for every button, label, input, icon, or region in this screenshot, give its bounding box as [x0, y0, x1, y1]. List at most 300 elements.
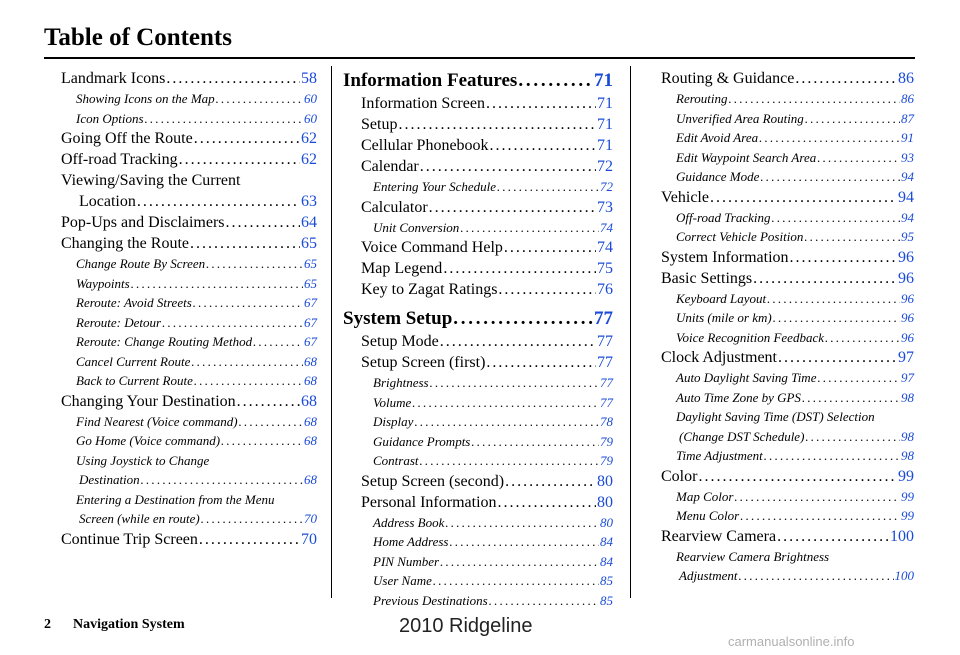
toc-entry-title: (Change DST Schedule) [679, 428, 805, 444]
page-link[interactable]: 79 [600, 433, 613, 449]
page-link[interactable]: 65 [304, 256, 317, 271]
toc-entry-title: Showing Icons on the Map [76, 91, 215, 106]
page-link[interactable]: 68 [304, 353, 317, 369]
toc-entry[interactable] [61, 274, 317, 294]
toc-entry-title: Rearview Camera Brightness [676, 548, 830, 564]
toc-entry-title: Viewing/Saving the Current [61, 172, 241, 189]
toc-entry-title: Basic Settings [661, 269, 753, 287]
page-link[interactable]: 79 [600, 453, 613, 468]
dot-leader [440, 552, 599, 572]
toc-entry[interactable] [61, 109, 317, 129]
toc-entry[interactable] [661, 148, 914, 168]
toc-entry[interactable] [343, 93, 613, 114]
toc-entry-title: Changing Your Destination [61, 392, 236, 410]
toc-entry-title: Previous Destinations [373, 592, 488, 608]
page-link[interactable]: 74 [597, 239, 613, 256]
toc-entry-title: Unverified Area Routing [676, 110, 804, 126]
toc-entry-title: Correct Vehicle Position [676, 229, 804, 244]
page-link[interactable]: 77 [600, 375, 613, 390]
dot-leader [166, 68, 300, 89]
toc-entry[interactable] [343, 177, 613, 197]
toc-entry-title: Entering a Destination from the Menu [76, 491, 275, 507]
page-link[interactable]: 60 [304, 110, 317, 126]
page-link[interactable]: 86 [901, 91, 914, 106]
dot-leader [772, 208, 901, 228]
toc-entry[interactable] [343, 412, 613, 432]
dot-leader [498, 279, 596, 300]
page-link[interactable]: 84 [600, 534, 613, 549]
page-link[interactable]: 84 [600, 553, 613, 569]
page-link[interactable]: 80 [600, 514, 613, 530]
toc-entry-title: Home Address [373, 534, 449, 549]
page-link[interactable]: 68 [304, 472, 317, 487]
page-link[interactable]: 96 [901, 329, 914, 345]
page-link[interactable]: 99 [901, 508, 914, 523]
toc-entry-title: Icon Options [76, 110, 144, 126]
toc-entry[interactable] [661, 388, 914, 408]
dot-leader [805, 427, 900, 447]
toc-section[interactable] [343, 68, 613, 93]
toc-entry[interactable] [661, 128, 914, 148]
toc-entry-title: Setup [361, 116, 398, 133]
toc-entry[interactable] [343, 237, 613, 258]
dot-leader [734, 487, 900, 507]
toc-entry-title: Time Adjustment [676, 448, 763, 463]
dot-leader [433, 571, 599, 591]
page-link[interactable]: 97 [901, 370, 914, 385]
toc-entry-title: Waypoints [76, 275, 130, 291]
toc-entry-title: Key to Zagat Ratings [361, 281, 498, 298]
toc-entry-title: Off-road Tracking [61, 151, 178, 168]
toc-entry-title: User Name [373, 573, 432, 588]
page-title: Table of Contents [44, 24, 232, 51]
page-link[interactable]: 96 [901, 310, 914, 325]
dot-leader [429, 197, 596, 218]
toc-column-2 [343, 68, 613, 610]
toc-entry[interactable] [661, 308, 914, 328]
page-link[interactable]: 91 [901, 130, 914, 145]
toc-entry-title: Menu Color [676, 508, 740, 523]
toc-entry-title: Information Features [343, 70, 518, 91]
toc-entry-title: Change Route By Screen [76, 256, 206, 271]
page-link[interactable]: 100 [890, 527, 914, 545]
toc-entry[interactable] [61, 391, 317, 412]
toc-entry[interactable] [661, 328, 914, 348]
toc-entry-title: Edit Waypoint Search Area [676, 149, 817, 165]
dot-leader [420, 451, 599, 471]
toc-entry[interactable] [343, 279, 613, 300]
watermark-model: 2010 Ridgeline [399, 615, 533, 637]
toc-entry[interactable] [343, 513, 613, 533]
page-link[interactable]: 77 [600, 394, 613, 410]
page-link[interactable]: 94 [898, 188, 914, 206]
toc-entry-title: Rearview Camera [661, 527, 777, 545]
dot-leader [237, 391, 300, 412]
toc-entry[interactable] [661, 68, 914, 89]
page-link[interactable]: 71 [597, 95, 613, 112]
toc-entry[interactable] [61, 149, 317, 170]
page-link[interactable]: 70 [304, 511, 317, 526]
toc-entry[interactable] [661, 466, 914, 487]
toc-entry-title: Units (mile or km) [676, 310, 772, 325]
dot-leader [141, 470, 303, 490]
dot-leader [497, 177, 599, 197]
toc-entry[interactable] [661, 208, 914, 228]
toc-entry-title: Setup Screen (first) [361, 354, 486, 371]
toc-entry[interactable] [343, 451, 613, 471]
toc-entry[interactable] [661, 247, 914, 268]
page-link[interactable]: 87 [901, 110, 914, 126]
page-link[interactable]: 68 [304, 373, 317, 388]
toc-entry [61, 490, 317, 510]
toc-entry[interactable] [61, 254, 317, 274]
page-link[interactable]: 80 [597, 493, 613, 511]
dot-leader [191, 352, 303, 372]
column-divider [331, 66, 332, 598]
toc-entry[interactable] [661, 566, 914, 586]
dot-leader [802, 388, 900, 408]
page-link[interactable]: 70 [301, 530, 317, 548]
toc-entry-title: Setup Screen (second) [361, 472, 505, 490]
toc-entry[interactable] [343, 532, 613, 552]
toc-entry[interactable] [661, 109, 914, 129]
toc-entry-title: System Setup [343, 308, 453, 329]
toc-entry-title: PIN Number [373, 553, 440, 569]
column-divider [630, 66, 631, 598]
dot-leader [453, 306, 593, 331]
dot-leader [710, 187, 897, 208]
toc-entry[interactable] [661, 446, 914, 466]
toc-entry-title: Landmark Icons [61, 70, 166, 87]
page-link[interactable]: 68 [304, 413, 317, 429]
toc-entry[interactable] [661, 167, 914, 187]
toc-entry[interactable] [343, 393, 613, 413]
footer-label: Navigation System [73, 617, 185, 632]
dot-leader [179, 149, 300, 170]
toc-entry[interactable] [343, 258, 613, 279]
toc-entry[interactable] [343, 373, 613, 393]
toc-entry[interactable] [661, 427, 914, 447]
dot-leader [137, 191, 300, 212]
page-link[interactable]: 96 [898, 248, 914, 266]
toc-entry[interactable] [343, 552, 613, 572]
dot-leader [226, 212, 300, 233]
dot-leader [420, 156, 596, 177]
dot-leader [239, 412, 303, 432]
dot-leader [460, 218, 599, 238]
dot-leader [440, 331, 596, 352]
toc-entry[interactable] [343, 197, 613, 218]
page-link[interactable]: 100 [894, 568, 914, 583]
toc-entry[interactable] [61, 191, 317, 212]
dot-leader [825, 328, 900, 348]
toc-entry-title: Go Home (Voice command) [76, 433, 221, 448]
toc-entry-title: Address Book [373, 514, 445, 530]
page-link[interactable]: 77 [594, 308, 613, 329]
page-link[interactable]: 67 [304, 295, 317, 310]
toc-entry-title: Vehicle [661, 188, 709, 206]
toc-section[interactable] [343, 306, 613, 331]
toc-entry[interactable] [343, 352, 613, 373]
toc-entry-title: Changing the Route [61, 235, 189, 252]
toc-entry-title: Adjustment [679, 568, 738, 583]
toc-entry[interactable] [661, 368, 914, 388]
dot-leader [398, 114, 596, 135]
toc-entry-title: Cancel Current Route [76, 353, 191, 369]
toc-entry-title: Back to Current Route [76, 373, 193, 388]
page-link[interactable]: 77 [597, 354, 613, 371]
dot-leader [449, 532, 599, 552]
toc-entry-title: Continue Trip Screen [61, 530, 198, 548]
page-link[interactable]: 64 [301, 214, 317, 231]
toc-entry-title: Map Legend [361, 260, 443, 277]
page-link[interactable]: 71 [597, 116, 613, 133]
toc-entry-title: Calculator [361, 198, 428, 216]
page-link[interactable]: 65 [301, 235, 317, 252]
toc-entry-title: Keyboard Layout [676, 290, 767, 306]
toc-entry[interactable] [661, 268, 914, 289]
toc-entry-title: Guidance Prompts [373, 433, 471, 449]
toc-entry-title: Personal Information [361, 493, 497, 511]
toc-entry-title: Brightness [373, 375, 429, 390]
page-link[interactable]: 72 [597, 158, 613, 175]
page-link[interactable]: 67 [304, 314, 317, 330]
toc-entry-title: Rerouting [676, 91, 728, 106]
page-link[interactable]: 97 [898, 349, 914, 366]
toc-entry[interactable] [61, 371, 317, 391]
dot-leader [471, 432, 599, 452]
toc-entry-title: Reroute: Detour [76, 314, 162, 330]
toc-entry-title: Reroute: Change Routing Method [76, 334, 253, 349]
page-link[interactable]: 63 [301, 193, 317, 210]
dot-leader [498, 492, 596, 513]
page-link[interactable]: 96 [898, 269, 914, 287]
toc-entry [661, 407, 914, 427]
dot-leader [817, 148, 900, 168]
page-link[interactable]: 85 [600, 592, 613, 608]
page-link[interactable]: 75 [597, 260, 613, 277]
toc-entry[interactable] [343, 156, 613, 177]
dot-leader [253, 332, 303, 352]
title-rule [44, 57, 915, 59]
dot-leader [505, 471, 596, 492]
dot-leader [443, 258, 596, 279]
toc-entry[interactable] [61, 431, 317, 451]
page-link[interactable]: 68 [304, 433, 317, 448]
page-link[interactable]: 85 [600, 573, 613, 588]
toc-entry[interactable] [661, 289, 914, 309]
dot-leader [795, 68, 897, 89]
toc-entry [661, 547, 914, 567]
toc-entry-title: Auto Time Zone by GPS [676, 389, 801, 405]
page-link[interactable]: 77 [597, 333, 613, 350]
toc-entry[interactable] [661, 347, 914, 368]
toc-entry[interactable] [61, 212, 317, 233]
toc-entry[interactable] [61, 128, 317, 149]
toc-entry-title: Edit Avoid Area [676, 130, 759, 145]
dot-leader [504, 237, 596, 258]
page-link[interactable]: 98 [901, 428, 914, 444]
dot-leader [131, 274, 303, 294]
page-link[interactable]: 94 [901, 169, 914, 184]
dot-leader [412, 393, 599, 413]
toc-entry-title: Cellular Phonebook [361, 137, 489, 154]
page-link[interactable]: 86 [898, 70, 914, 87]
page-link[interactable]: 80 [597, 472, 613, 490]
toc-entry[interactable] [661, 487, 914, 507]
toc-entry[interactable] [61, 529, 317, 550]
dot-leader [162, 313, 303, 333]
toc-entry[interactable] [61, 332, 317, 352]
toc-entry-title: Destination [79, 472, 140, 487]
page-link[interactable]: 95 [901, 229, 914, 244]
toc-entry[interactable] [343, 432, 613, 452]
toc-entry[interactable] [661, 526, 914, 547]
toc-entry-title: Reroute: Avoid Streets [76, 295, 192, 310]
dot-leader [777, 526, 889, 547]
toc-entry-title: Going Off the Route [61, 130, 193, 147]
dot-leader [194, 128, 300, 149]
toc-entry [61, 451, 317, 471]
dot-leader [740, 506, 900, 526]
dot-leader [206, 254, 303, 274]
dot-leader [193, 293, 303, 313]
toc-entry-title: Screen (while en route) [79, 511, 200, 526]
page-link[interactable]: 68 [301, 392, 317, 410]
toc-entry-title: Location [79, 193, 136, 210]
page-link[interactable]: 73 [597, 198, 613, 216]
dot-leader [216, 89, 303, 109]
dot-leader [194, 371, 303, 391]
page-link[interactable]: 67 [304, 334, 317, 349]
toc-entry-title: Daylight Saving Time (DST) Selection [676, 409, 875, 424]
toc-entry[interactable] [61, 509, 317, 529]
toc-entry[interactable] [61, 233, 317, 254]
toc-entry-title: Guidance Mode [676, 169, 760, 184]
dot-leader [778, 347, 897, 368]
page-link[interactable]: 96 [901, 290, 914, 306]
page-link[interactable]: 98 [901, 448, 914, 463]
toc-entry-title: Clock Adjustment [661, 349, 777, 366]
toc-entry-title: Voice Recognition Feedback [676, 329, 824, 345]
toc-entry-title: Contrast [373, 453, 419, 468]
toc-column-1 [61, 68, 317, 550]
page-link[interactable]: 58 [301, 70, 317, 87]
dot-leader [518, 68, 593, 93]
dot-leader [759, 128, 900, 148]
dot-leader [739, 566, 894, 586]
page-link[interactable]: 74 [600, 219, 613, 235]
toc-column-3 [661, 68, 914, 586]
toc-entry[interactable] [343, 591, 613, 611]
toc-entry[interactable] [343, 135, 613, 156]
dot-leader [414, 412, 599, 432]
toc-entry[interactable] [61, 89, 317, 109]
toc-entry[interactable] [343, 331, 613, 352]
dot-leader [201, 509, 303, 529]
dot-leader [764, 446, 900, 466]
toc-entry-title: Color [661, 467, 698, 485]
page-link[interactable]: 71 [594, 70, 613, 91]
page-link[interactable]: 98 [901, 389, 914, 405]
page-link[interactable]: 99 [901, 488, 914, 504]
toc-entry[interactable] [61, 352, 317, 372]
dot-leader [486, 352, 596, 373]
dot-leader [773, 308, 900, 328]
toc-entry[interactable] [343, 114, 613, 135]
dot-leader [767, 289, 900, 309]
toc-entry-title: Auto Daylight Saving Time [676, 370, 817, 385]
page-link[interactable]: 62 [301, 151, 317, 168]
dot-leader [190, 233, 300, 254]
toc-entry[interactable] [61, 293, 317, 313]
dot-leader [489, 591, 599, 611]
toc-entry [61, 170, 317, 191]
toc-entry[interactable] [61, 68, 317, 89]
toc-entry[interactable] [61, 313, 317, 333]
toc-entry[interactable] [661, 506, 914, 526]
dot-leader [445, 513, 599, 533]
toc-entry[interactable] [661, 89, 914, 109]
toc-entry-title: Find Nearest (Voice command) [76, 413, 238, 429]
dot-leader [486, 93, 596, 114]
toc-entry-title: Unit Conversion [373, 219, 460, 235]
toc-entry-title: Using Joystick to Change [76, 452, 210, 468]
page-link[interactable]: 99 [898, 467, 914, 485]
dot-leader [199, 529, 300, 550]
page-link[interactable]: 65 [304, 275, 317, 291]
toc-entry-title: Volume [373, 394, 412, 410]
toc-entry[interactable] [61, 412, 317, 432]
toc-entry[interactable] [661, 227, 914, 247]
toc-entry-title: Calendar [361, 158, 419, 175]
page-link[interactable]: 78 [600, 414, 613, 429]
dot-leader [698, 466, 897, 487]
page-link[interactable]: 72 [600, 179, 613, 194]
dot-leader [221, 431, 303, 451]
dot-leader [804, 227, 900, 247]
page-link[interactable]: 76 [597, 281, 613, 298]
dot-leader [430, 373, 599, 393]
dot-leader [805, 109, 900, 129]
toc-entry[interactable] [343, 218, 613, 238]
page-link[interactable]: 62 [301, 130, 317, 147]
page-link[interactable]: 71 [597, 137, 613, 154]
toc-entry-title: Map Color [676, 488, 734, 504]
dot-leader [490, 135, 596, 156]
toc-entry[interactable] [61, 470, 317, 490]
toc-entry[interactable] [343, 492, 613, 513]
watermark-site: carmanualsonline.info [728, 634, 855, 649]
toc-entry-title: Information Screen [361, 95, 485, 112]
dot-leader [753, 268, 897, 289]
toc-entry[interactable] [661, 187, 914, 208]
toc-entry-title: Routing & Guidance [661, 70, 795, 87]
toc-entry-title: Voice Command Help [361, 239, 503, 256]
page-link[interactable]: 94 [901, 209, 914, 225]
toc-entry-title: Pop-Ups and Disclaimers [61, 214, 225, 231]
toc-entry-title: System Information [661, 248, 789, 266]
toc-entry-title: Display [373, 414, 414, 429]
toc-entry[interactable] [343, 571, 613, 591]
toc-entry-title: Off-road Tracking [676, 209, 771, 225]
toc-entry[interactable] [343, 471, 613, 492]
dot-leader [729, 89, 900, 109]
page-link[interactable]: 93 [901, 149, 914, 165]
page-link[interactable]: 60 [304, 91, 317, 106]
dot-leader [817, 368, 900, 388]
page-number: 2 [44, 617, 51, 632]
